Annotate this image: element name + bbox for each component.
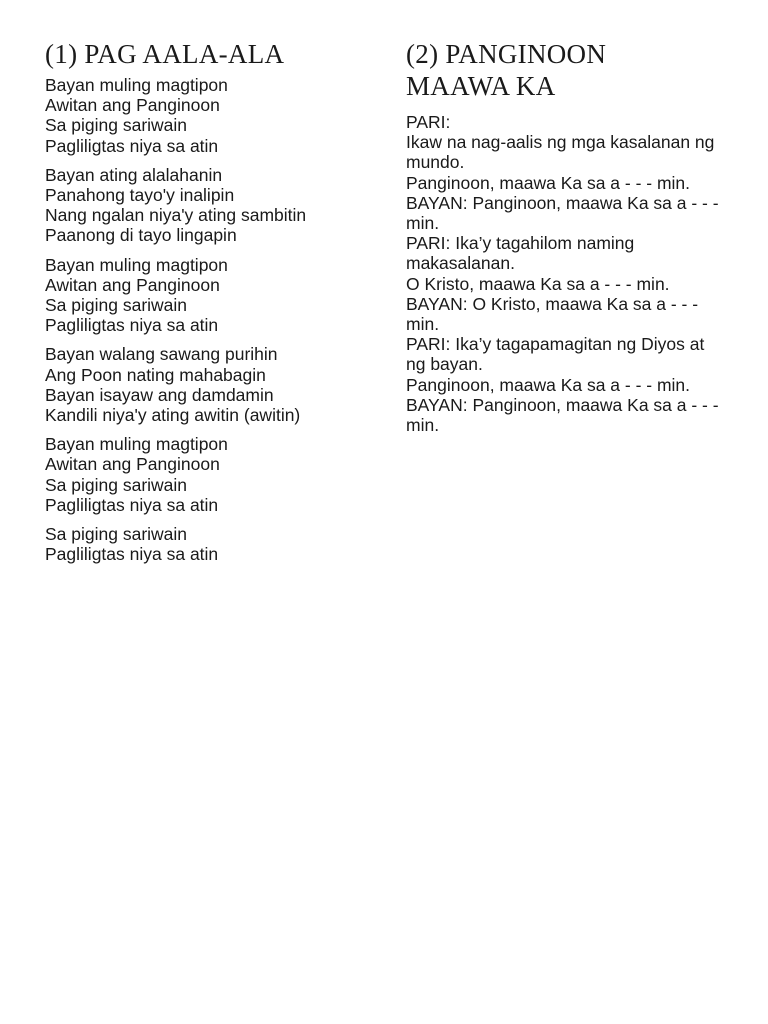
song-2-text bbox=[406, 112, 726, 435]
lyric-line: Bayan isayaw ang damdamin bbox=[45, 384, 274, 405]
song-2-title bbox=[406, 38, 726, 102]
lyric-line: PARI: Ika’y tagahilom naming makasalanan. bbox=[406, 233, 635, 274]
stanza-6 bbox=[45, 524, 385, 564]
stanza-5 bbox=[45, 434, 385, 515]
lyric-line: Nang ngalan niya'y ating sambitin bbox=[45, 205, 307, 226]
song-2-title-line-2: MAAWA KA bbox=[406, 71, 556, 101]
lyric-line: Sa piging sariwain bbox=[45, 115, 188, 136]
stanza-3 bbox=[45, 255, 385, 336]
lyric-line: PARI: Ika’y tagapamagitan ng Diyos at ng bayan. bbox=[406, 334, 705, 375]
song-1-column bbox=[45, 38, 385, 573]
lyric-line: Pagliligtas niya sa atin bbox=[45, 135, 219, 156]
song-2-column bbox=[406, 38, 726, 435]
lyric-line: Pagliligtas niya sa atin bbox=[45, 544, 219, 565]
lyric-line: Paanong di tayo lingapin bbox=[45, 225, 237, 246]
lyric-line: Ang Poon nating mahabagin bbox=[45, 364, 266, 385]
lyric-line: Bayan walang sawang purihin bbox=[45, 344, 278, 365]
stanza-4 bbox=[45, 344, 385, 425]
lyric-line: Bayan muling magtipon bbox=[45, 434, 228, 455]
lyric-line: O Kristo, maawa Ka sa a - - - min. bbox=[406, 273, 670, 294]
lyric-line: Panginoon, maawa Ka sa a - - - min. bbox=[406, 172, 691, 193]
lyric-line: Bayan muling magtipon bbox=[45, 75, 228, 95]
lyric-line: PARI: bbox=[406, 112, 451, 132]
stanza-2 bbox=[45, 165, 385, 246]
lyric-line: Pagliligtas niya sa atin bbox=[45, 315, 219, 336]
lyric-line: Awitan ang Panginoon bbox=[45, 274, 220, 295]
song-1-title: (1) PAG AALA-ALA bbox=[45, 39, 285, 69]
lyric-line: Ikaw na nag-aalis ng mga kasalanan ng mundo. bbox=[406, 132, 715, 173]
lyric-line: Awitan ang Panginoon bbox=[45, 95, 220, 116]
lyric-line: BAYAN: O Kristo, maawa Ka sa a - - - min. bbox=[406, 293, 699, 335]
lyric-line: Awitan ang Panginoon bbox=[45, 454, 220, 475]
lyric-line: Sa piging sariwain bbox=[45, 295, 188, 316]
lyric-line: Pagliligtas niya sa atin bbox=[45, 494, 219, 515]
lyric-line: BAYAN: Panginoon, maawa Ka sa a - - - min. bbox=[406, 394, 719, 436]
stanza-1 bbox=[45, 75, 385, 156]
lyric-line: Sa piging sariwain bbox=[45, 524, 188, 545]
lyric-line: Sa piging sariwain bbox=[45, 474, 188, 495]
lyric-line: Kandili niya'y ating awitin (awitin) bbox=[45, 405, 301, 426]
song-2-title-line-1: (2) PANGINOON bbox=[406, 39, 607, 69]
lyric-line: BAYAN: Panginoon, maawa Ka sa a - - - min. bbox=[406, 192, 719, 234]
lyric-line: Panginoon, maawa Ka sa a - - - min. bbox=[406, 374, 691, 395]
lyric-line: Bayan ating alalahanin bbox=[45, 164, 223, 185]
lyric-line: Bayan muling magtipon bbox=[45, 254, 228, 275]
lyric-line: Panahong tayo'y inalipin bbox=[45, 185, 235, 206]
